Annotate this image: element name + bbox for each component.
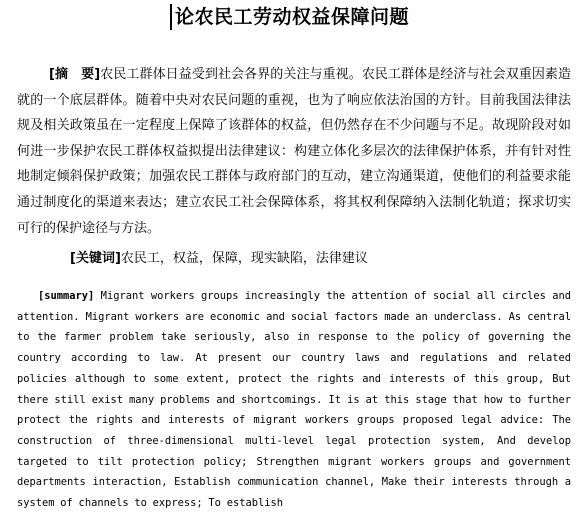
keywords-label-zh: [关键词] [70,251,121,266]
paper-title: 论农民工劳动权益保障问题 [170,4,409,30]
abstract-text-zh: 农民工群体日益受到社会各界的关注与重视。农民工群体是经济与社会双重因素造就的一个底层群体。随着中央对农民问题的重视，也为了响应依法治国的方针。目前我国法律法规及相关政策虽在一定程度上保障了该群体的权益，但仍然存在不少问题与不足。故现阶段对如何进一步保护农民工群体权益拟提出法律建议：构建立体化多层次的法律保护体系，并有针对性地制定倾斜保护政策；加强农民工群体与政府部门的互动，建立沟通渠道，使他们的利益要求能通过制度化的渠道来表达；建立农民工社会保障体系，将其权利保障纳入法制化轨道；探求切实可行的保护途径与方法。 [17,67,571,236]
abstract-chinese [17,62,571,241]
abstract-label-zh: [摘 要] [49,67,101,82]
abstract-english [17,286,571,514]
keywords-text-zh: 农民工，权益，保障，现实缺陷，法律建议 [120,251,368,266]
keywords-chinese [70,248,368,270]
abstract-text-en: Migrant workers groups increasingly the attention of social all circles and attention. Migrant workers are economic and social factors made an underclass. As central to the farmer problem take seriously, also in response to the policy of governing the country according to law. At present our country laws and regulations and related policies although to some extent, protect the rights and interests of this group, But there still exist many problems and shortcomings. It is at this stage that how to further protect the rights and interests of migrant workers groups proposed legal advice: The construction of three-dimensional multi-level legal protection system, And develop targeted to tilt protection policy; Strengthen migrant workers groups and government departments interaction, Establish communication channel, Make their interests through a system of channels to express; To establish [17,290,571,510]
abstract-label-en: [summary] [38,290,95,302]
title-block [0,4,579,30]
